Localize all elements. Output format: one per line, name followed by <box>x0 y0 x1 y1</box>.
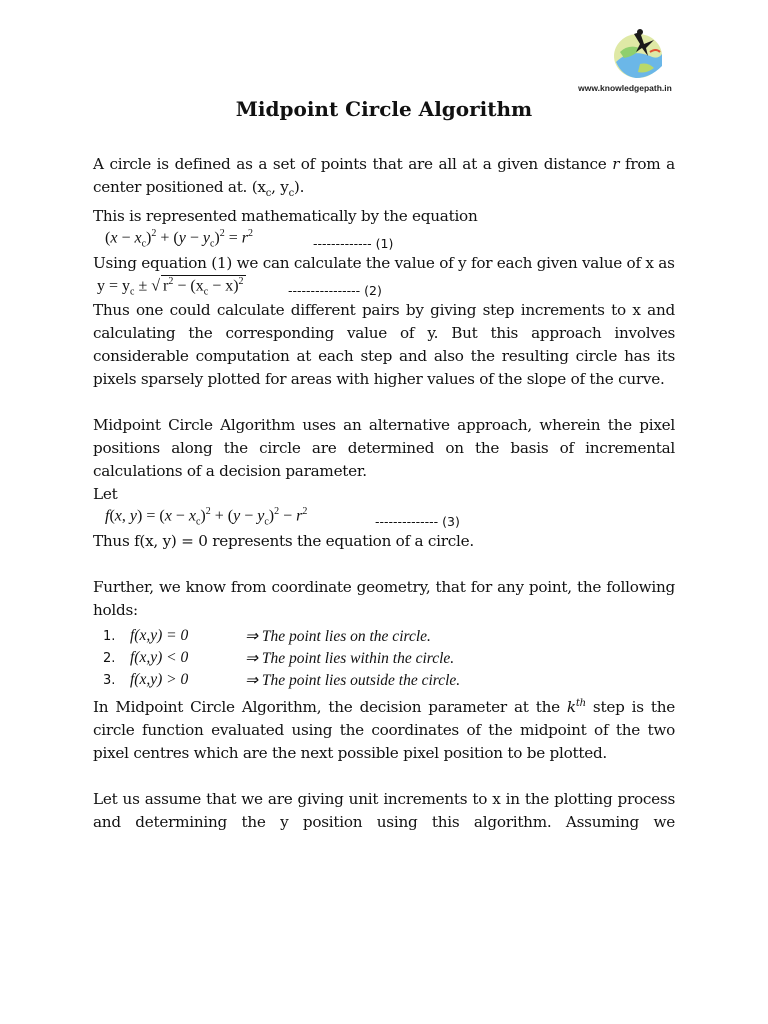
condition-item: 3. f(x,y) > 0 ⇒ The point lies outside the circle. <box>103 671 461 690</box>
paragraph-using-equation: Using equation (1) we can calculate the value of y for each given value of x as <box>93 254 675 273</box>
paragraph-coordinate-geometry: Further, we know from coordinate geometry, that for any point, the following holds: <box>93 578 675 620</box>
paragraph-equation-intro: This is represented mathematically by the equation <box>93 207 478 226</box>
paragraph-unit-increments: Let us assume that we are giving unit increments to x in the plotting process and determining the y position using this algorithm. Assuming we <box>93 790 675 832</box>
paragraph-circle-definition: A circle is defined as a set of points that are all at a given distance r from a center positioned at. ($x_c$, $y_c$). <box>93 155 675 200</box>
globe-swimmer-logo-icon <box>610 26 668 82</box>
equation-2: $y = y_c$ ± √ $r^2 - (x_c - x)^2$ ---------------- (2) <box>97 276 382 299</box>
condition-item: 2. f(x,y) < 0 ⇒ The point lies within the circle. <box>103 649 455 668</box>
page-title: Midpoint Circle Algorithm <box>235 97 533 121</box>
document-body <box>93 153 675 834</box>
paragraph-let: Let <box>93 485 118 504</box>
equation-2-tag: ---------------- (2) <box>288 283 382 299</box>
logo-url: www.knowledgepath.in <box>578 83 672 93</box>
equation-1: $(x - x_c)^2 + (y - y_c)^2 = r^2$ ------------- (1) <box>105 228 394 252</box>
equation-3: f(x, $y) = (x - x_c)^2 + (y - y_c)^2 - r^2$ -------------- (3) <box>105 506 460 530</box>
paragraph-f-equals-zero: Thus f(x, y) = 0 represents the equation of a circle. <box>93 532 474 551</box>
header-logo <box>570 26 680 98</box>
paragraph-step-increments: Thus one could calculate different pairs by giving step increments to x and calculating the corresponding value of y. But this approach involves considerable computation at each step and also the resulting circle has its pixels sparsely plotted for areas with higher values of the slope of the curve. <box>93 301 675 389</box>
condition-item: 1. f(x,y) = 0 ⇒ The point lies on the circle. <box>103 627 431 646</box>
equation-1-tag: ------------- (1) <box>313 236 394 252</box>
paragraph-alternative-approach: Midpoint Circle Algorithm uses an alternative approach, wherein the pixel positions along the circle are determined on the basis of incremental calculations of a decision parameter. <box>93 416 675 481</box>
paragraph-decision-parameter: In Midpoint Circle Algorithm, the decision parameter at the $k^{th}$ step is the circle function evaluated using the coordinates of the midpoint of the two pixel centres which are the next possible pixel position to be plotted. <box>93 698 675 763</box>
equation-3-tag: -------------- (3) <box>375 514 460 530</box>
